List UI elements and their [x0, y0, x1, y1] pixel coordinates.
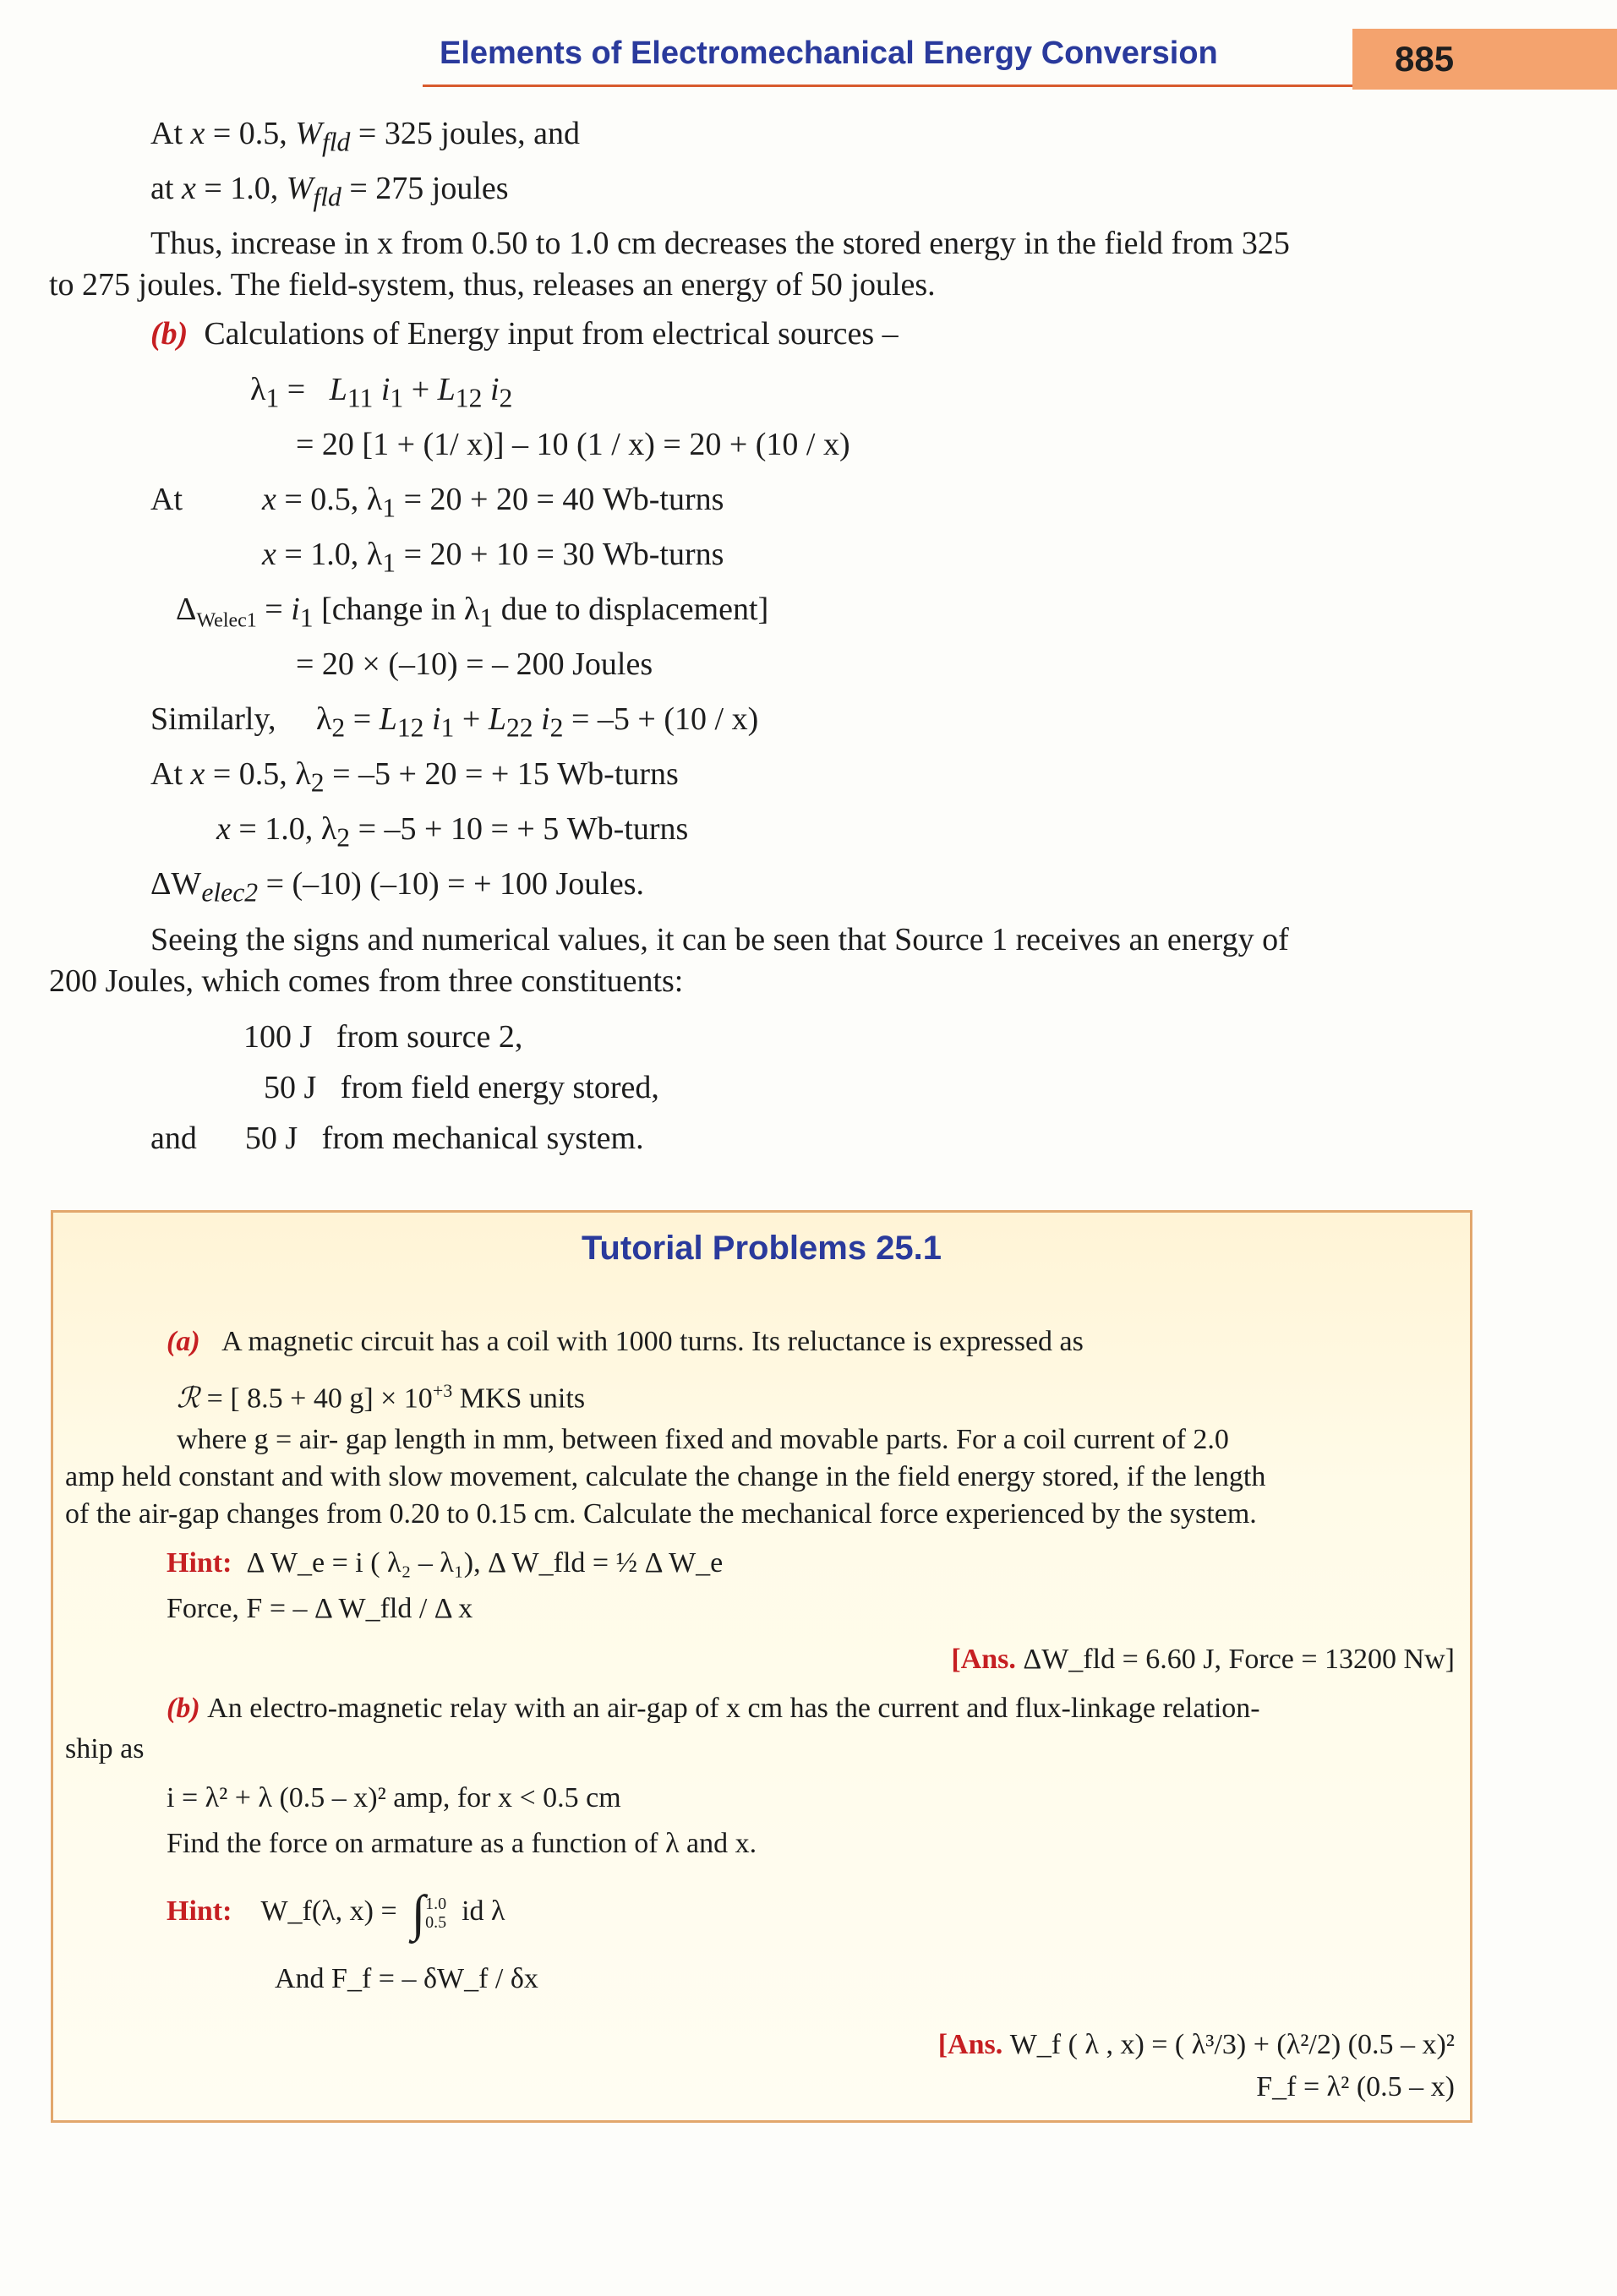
constituent-3: and 50 J from mechanical system. [150, 1121, 644, 1156]
line-at-x-10: at x = 1.0, $W_{fld} = 275$ joules [150, 171, 509, 212]
hint-b-force: And F_f = – δW_f / δx [275, 1963, 538, 1994]
line-lambda1-at-05: x = 0.5, $\lambda_1 = 20 + 20 = 40$ Wb-turns [262, 482, 724, 523]
problem-b-line-1: (b) An electro-magnetic relay with an air-gap of x cm has the current and flux-linkage relation- [167, 1693, 1260, 1724]
tutorial-title: Tutorial Problems 25.1 [581, 1230, 942, 1267]
paragraph-2-line-2: 200 Joules, which comes from three constituents: [49, 963, 684, 999]
hint-b-label: Hint: [167, 1895, 232, 1927]
tutorial-problems-box [51, 1210, 1472, 2123]
hint-b: Hint: W_f(λ, x) = ∫1.0 0.5 id λ [167, 1885, 505, 1942]
problem-a-line-3: of the air-gap changes from 0.20 to 0.15 cm. Calculate the mechanical force experienced by the system. [65, 1498, 1257, 1530]
section-b-label: (b) [150, 316, 188, 352]
problem-b-label: (b) [167, 1693, 200, 1724]
delta-w-elec2: $\Delta W_{elec2} = (-10) (-10)$ = + 100 Joules. [150, 866, 645, 908]
line-lambda2-at-10: x = 1.0, $\lambda_2 = -5 + 10$ = + 5 Wb-turns [216, 811, 689, 853]
similarly-lambda2: Similarly, $\lambda_2 = L_{12}$ $i_1 + L_{22}$ $i_2 = -5 + (10 / x)$ [150, 701, 759, 743]
problem-a-reluctance-eq: ℛ = [ 8.5 + 40 $g] \times 10^{+3}$ MKS units [177, 1380, 586, 1415]
problem-b-find: Find the force on armature as a function of λ and x. [167, 1828, 757, 1859]
force-formula: Force, F = – Δ W_fld / Δ x [167, 1593, 473, 1624]
hint-a: Hint: Δ W_e = i ( λ₂ – λ₁), Δ W_fld = ½ Δ W_e [167, 1547, 724, 1579]
line-lambda2-at-05: At x = 0.5, $\lambda_2 = -5 + 20$ = + 15 Wb-turns [150, 756, 679, 798]
section-b-heading [150, 314, 899, 353]
integral-lower-limit: 0.5 [425, 1913, 447, 1933]
page-number-box [1352, 29, 1617, 90]
hint-a-label: Hint: [167, 1547, 232, 1579]
paragraph-1-line-1: Thus, increase in x from 0.50 to 1.0 cm decreases the stored energy in the field from 325 [150, 226, 1290, 261]
problem-a-line-2: amp held constant and with slow movement, calculate the change in the field energy stored, if the length [65, 1461, 1266, 1492]
problem-b-line-2: ship as [65, 1733, 145, 1764]
line-at-x-05: At x = 0.5, $W_{fld} = 325$ joules, and [150, 116, 580, 157]
at-label: At [150, 482, 183, 517]
delta-w-elec1-result: = 20 × (–10) = – 200 Joules [296, 646, 653, 682]
page-number: 885 [1395, 39, 1455, 79]
section-b-text: Calculations of Energy input from electrical sources – [204, 316, 899, 352]
equation-lambda1-expansion: = 20 [1 + (1/ x)] – 10 (1 / x) = 20 + (10 / x) [296, 427, 850, 462]
line-lambda1-at-10: x = 1.0, $\lambda_1 = 20 + 10 = 30$ Wb-turns [262, 537, 724, 578]
problem-a-line-1: where g = air- gap length in mm, between fixed and movable parts. For a coil current of 2.0 [177, 1424, 1229, 1455]
answer-a: [Ans. ΔW_fld = 6.60 J, Force = 13200 Nw] [951, 1644, 1455, 1675]
answer-b-line-1: [Ans. W_f ( λ , x) = ( λ³/3) + (λ²/2) (0.5 – x)² [937, 2029, 1455, 2060]
integral-upper-limit: 1.0 [425, 1895, 447, 1914]
integral-sign: ∫ [411, 1885, 426, 1942]
running-header-title: Elements of Electromechanical Energy Conversion [440, 35, 1218, 71]
problem-b-equation: i = λ² + λ (0.5 – x)² amp, for x < 0.5 cm [167, 1782, 621, 1813]
problem-a-intro: (a) A magnetic circuit has a coil with 1000 turns. Its reluctance is expressed as [167, 1326, 1084, 1357]
constituent-2: 50 J from field energy stored, [264, 1070, 659, 1105]
problem-a-label: (a) [167, 1326, 200, 1357]
paragraph-1-line-2: to 275 joules. The field-system, thus, releases an energy of 50 joules. [49, 267, 936, 303]
answer-b-label: [Ans. [937, 2029, 1003, 2060]
constituent-1: 100 J from source 2, [243, 1019, 523, 1055]
paragraph-2-line-1: Seeing the signs and numerical values, it can be seen that Source 1 receives an energy of [150, 922, 1289, 957]
equation-lambda1: $\lambda_1 = L_{11}$ $i_1 + L_{12}$ $i_2$ [250, 372, 513, 413]
integral-limits [425, 1895, 446, 1932]
delta-w-elec1: $\Delta_{Welec1} = i_1$ [change in $\lambda_1$ due to displacement] [176, 592, 769, 633]
answer-a-label: [Ans. [951, 1644, 1016, 1675]
answer-b-line-2: F_f = λ² (0.5 – x) [1256, 2071, 1455, 2102]
